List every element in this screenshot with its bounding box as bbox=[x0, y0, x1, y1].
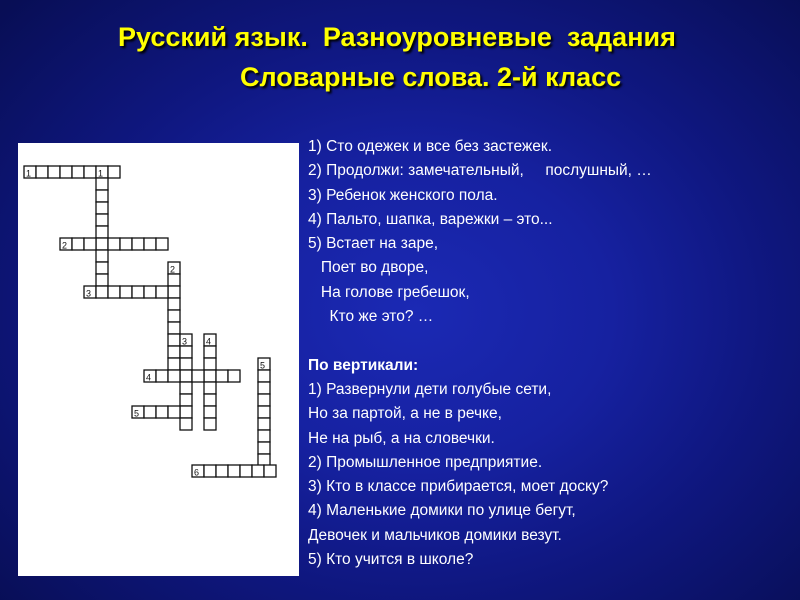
crossword-cell bbox=[264, 465, 276, 477]
crossword-cell bbox=[216, 370, 228, 382]
clue-line: 4) Маленькие домики по улице бегут, bbox=[308, 502, 576, 520]
crossword-cell bbox=[96, 214, 108, 226]
crossword-cell bbox=[180, 406, 192, 418]
crossword-cell bbox=[204, 346, 216, 358]
clue-line: 5) Встает на заре, bbox=[308, 235, 438, 253]
crossword-cell bbox=[48, 166, 60, 178]
clue-line: 2) Продолжи: замечательный, послушный, … bbox=[308, 162, 652, 180]
crossword-cell bbox=[228, 465, 240, 477]
crossword-cell bbox=[180, 394, 192, 406]
crossword-cell bbox=[168, 406, 180, 418]
crossword-cell bbox=[192, 370, 204, 382]
crossword-cell bbox=[258, 430, 270, 442]
clue-line: Но за партой, а не в речке, bbox=[308, 405, 502, 423]
crossword-cell bbox=[96, 274, 108, 286]
crossword-number: 4 bbox=[206, 336, 212, 347]
crossword-cell bbox=[132, 238, 144, 250]
crossword-cell bbox=[252, 465, 264, 477]
crossword-cell bbox=[258, 382, 270, 394]
crossword-cell bbox=[216, 465, 228, 477]
crossword-cell bbox=[96, 250, 108, 262]
crossword-cell bbox=[180, 418, 192, 430]
crossword-number: 4 bbox=[146, 372, 152, 383]
title-line-2: Словарные слова. 2-й класс bbox=[240, 62, 622, 92]
crossword-cell bbox=[168, 286, 180, 298]
crossword-cell bbox=[96, 202, 108, 214]
crossword-cell bbox=[204, 465, 216, 477]
crossword-cell bbox=[204, 358, 216, 370]
title-line-1: Русский язык. Разноуровневые задания bbox=[118, 22, 676, 52]
crossword-cell bbox=[132, 286, 144, 298]
crossword-panel bbox=[18, 143, 299, 576]
clue-line: Поет во дворе, bbox=[308, 259, 429, 277]
crossword-cell bbox=[72, 238, 84, 250]
crossword-cell bbox=[60, 166, 72, 178]
crossword-cell bbox=[108, 166, 120, 178]
clue-spacer bbox=[308, 329, 788, 353]
crossword-cell bbox=[258, 418, 270, 430]
crossword-cell bbox=[156, 370, 168, 382]
crossword-number: 1 bbox=[98, 168, 104, 179]
crossword-cell bbox=[204, 406, 216, 418]
crossword-cell bbox=[180, 370, 192, 382]
clue-line: На голове гребешок, bbox=[308, 283, 470, 301]
crossword-number: 5 bbox=[134, 408, 140, 419]
crossword-cell bbox=[168, 370, 180, 382]
crossword-cell bbox=[120, 286, 132, 298]
crossword-cell bbox=[258, 406, 270, 418]
crossword-cell bbox=[120, 238, 132, 250]
crossword-cell bbox=[180, 358, 192, 370]
crossword-cell bbox=[258, 370, 270, 382]
crossword-cell bbox=[168, 310, 180, 322]
clue-line: 4) Пальто, шапка, варежки – это... bbox=[308, 210, 553, 228]
clue-line: Девочек и мальчиков домики везут. bbox=[308, 526, 562, 544]
crossword-cell bbox=[144, 238, 156, 250]
crossword-number: 5 bbox=[260, 360, 266, 371]
crossword-cell bbox=[84, 166, 96, 178]
crossword-cell bbox=[240, 465, 252, 477]
crossword-cell bbox=[258, 454, 270, 466]
clue-line: Не на рыб, а на словечки. bbox=[308, 429, 495, 447]
clue-line: 2) Промышленное предприятие. bbox=[308, 453, 543, 471]
crossword-cell bbox=[168, 346, 180, 358]
crossword-number: 3 bbox=[86, 288, 92, 299]
crossword-cell bbox=[168, 322, 180, 334]
crossword-cell bbox=[168, 298, 180, 310]
crossword-cell bbox=[96, 238, 108, 250]
clue-line: 1) Сто одежек и все без застежек. bbox=[308, 138, 553, 155]
crossword-number: 2 bbox=[170, 264, 176, 275]
crossword-cell bbox=[168, 334, 180, 346]
crossword-cell bbox=[180, 382, 192, 394]
crossword-cell bbox=[144, 286, 156, 298]
clue-line: Кто же это? … bbox=[308, 308, 434, 326]
crossword-cell bbox=[204, 418, 216, 430]
crossword-cell bbox=[258, 442, 270, 454]
crossword-cell bbox=[156, 238, 168, 250]
crossword-cell bbox=[36, 166, 48, 178]
clue-line: 3) Кто в классе прибирается, моет доску? bbox=[308, 478, 609, 496]
crossword-cell bbox=[204, 382, 216, 394]
crossword-cell bbox=[84, 238, 96, 250]
crossword-cell bbox=[228, 370, 240, 382]
crossword-number: 1 bbox=[26, 168, 32, 179]
crossword-cell bbox=[96, 226, 108, 238]
clue-line: 3) Ребенок женского пола. bbox=[308, 186, 498, 204]
crossword-number: 6 bbox=[194, 467, 200, 478]
crossword-cell bbox=[96, 262, 108, 274]
crossword-number: 3 bbox=[182, 336, 188, 347]
crossword-cell bbox=[180, 346, 192, 358]
crossword-cell bbox=[156, 286, 168, 298]
vertical-heading: По вертикали: bbox=[308, 356, 419, 374]
crossword-cell bbox=[96, 190, 108, 202]
crossword-cell bbox=[156, 406, 168, 418]
crossword-cell bbox=[168, 358, 180, 370]
crossword-cell bbox=[108, 286, 120, 298]
crossword-cell bbox=[204, 370, 216, 382]
crossword-cell bbox=[204, 394, 216, 406]
clues-block bbox=[308, 135, 788, 572]
crossword-grid bbox=[18, 143, 299, 576]
crossword-cell bbox=[168, 274, 180, 286]
crossword-cell bbox=[72, 166, 84, 178]
crossword-cell bbox=[258, 394, 270, 406]
clue-line: 5) Кто учится в школе? bbox=[308, 551, 474, 569]
clue-line: 1) Развернули дети голубые сети, bbox=[308, 380, 552, 398]
crossword-cell bbox=[96, 178, 108, 190]
crossword-cell bbox=[144, 406, 156, 418]
crossword-cell bbox=[108, 238, 120, 250]
crossword-number: 2 bbox=[62, 240, 68, 251]
crossword-cell bbox=[96, 286, 108, 298]
